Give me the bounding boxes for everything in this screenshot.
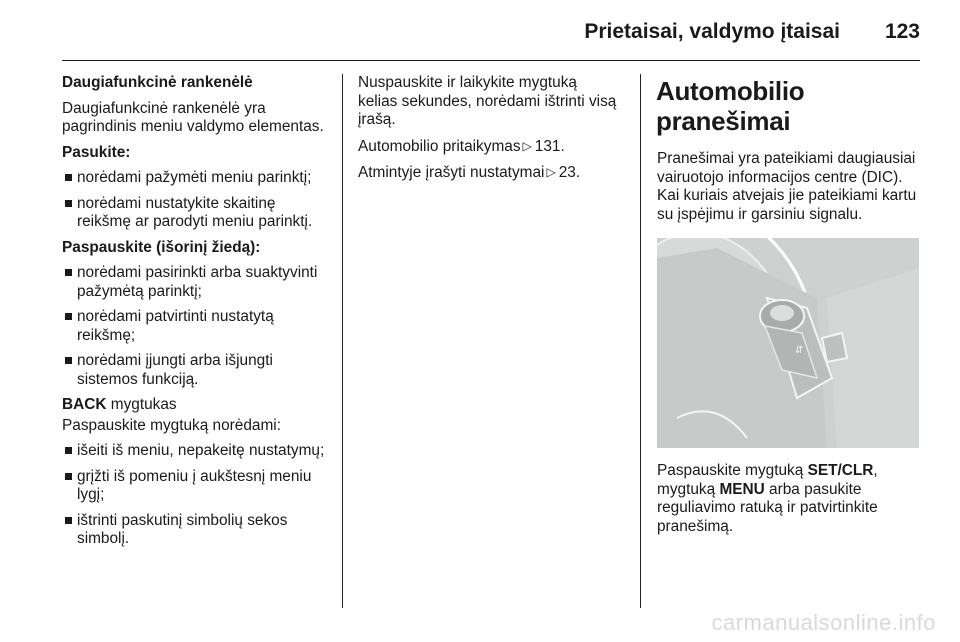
delete-all-text: Nuspauskite ir laikykite mygtuką kelias sekundes, norėdami ištrinti visą įrašą. <box>358 74 617 128</box>
page-number: 123 <box>884 20 920 43</box>
column-3 <box>657 74 919 543</box>
list-item: norėdami įjungti arba išjungti sistemos funkciją. <box>62 352 330 389</box>
intro-text: Daugiafunkcinė rankenėlė yra pagrindinis meniu valdymo elementas. <box>62 99 324 135</box>
bullet-icon <box>65 357 72 364</box>
bullet-icon <box>65 200 72 207</box>
turn-label: Pasukite: <box>62 143 131 161</box>
header-divider <box>62 60 920 61</box>
column-divider-2 <box>640 74 641 608</box>
list-item: norėdami pasirinkti arba suaktyvinti pažymėtą parinktį; <box>62 264 330 301</box>
press-list <box>62 264 330 389</box>
list-item: grįžti iš pomeniu į aukštesnį meniu lygį; <box>62 468 330 505</box>
list-item: ištrinti paskutinį simbolių sekos simbolį. <box>62 512 330 549</box>
press-label: Paspauskite (išorinį žiedą): <box>62 238 261 256</box>
watermark: carmanualsonline.info <box>711 610 936 635</box>
page-reference-icon: ▷ <box>546 165 556 179</box>
list-item: norėdami patvirtinti nustatytą reikšmę; <box>62 308 330 345</box>
bullet-icon <box>65 447 72 454</box>
page-reference-icon: ▷ <box>522 138 532 153</box>
list-item: norėdami pažymėti meniu parinktį; <box>62 169 330 188</box>
turn-list <box>62 169 330 232</box>
back-intro: Paspauskite mygtuką norėdami: <box>62 416 282 434</box>
list-item: norėdami nustatykite skaitinę reikšmę ar parodyti meniu parinktį. <box>62 195 330 232</box>
column-divider-1 <box>342 74 343 608</box>
menu-button-label: MENU <box>719 480 765 498</box>
svg-text:⇵: ⇵ <box>795 345 804 356</box>
back-button-label: BACK <box>62 396 107 413</box>
column-2 <box>358 74 620 190</box>
stalk-illustration <box>657 238 919 448</box>
bullet-icon <box>65 269 72 276</box>
back-heading: BACK mygtukas <box>62 396 177 413</box>
back-list <box>62 442 330 549</box>
bullet-icon <box>65 313 72 320</box>
bullet-icon <box>65 473 72 480</box>
bullet-icon <box>65 517 72 524</box>
steering-column-stalk-photo <box>657 238 919 448</box>
section-heading-multifunction-knob: Daugiafunkcinė rankenėlė <box>62 74 253 91</box>
reference-memorized-settings: Atmintyje įrašyti nustatymai ▷ 23. <box>358 164 581 181</box>
messages-intro: Pranešimai yra pateikiami daugiausiai vairuotojo informacijos centre (DIC). Kai kuriais atvejais jie pateikiami kartu su įspėjimu ir garsiniu signalu. <box>657 150 917 223</box>
column-1 <box>62 74 330 556</box>
bullet-icon <box>65 174 72 181</box>
confirm-message-instruction: Paspauskite mygtuką SET/CLR, mygtuką MENU arba pasukite reguliavimo ratuką ir patvirtinkite pranešimą. <box>657 462 878 535</box>
list-item: išeiti iš meniu, nepakeitę nustatymų; <box>62 442 330 461</box>
section-title-vehicle-messages: Automobilio pranešimai <box>656 76 805 136</box>
set-clr-button-label: SET/CLR <box>807 462 874 479</box>
chapter-title: Prietaisai, valdymo įtaisai <box>584 20 840 43</box>
reference-vehicle-personalization: Automobilio pritaikymas ▷ 131. <box>358 137 565 155</box>
